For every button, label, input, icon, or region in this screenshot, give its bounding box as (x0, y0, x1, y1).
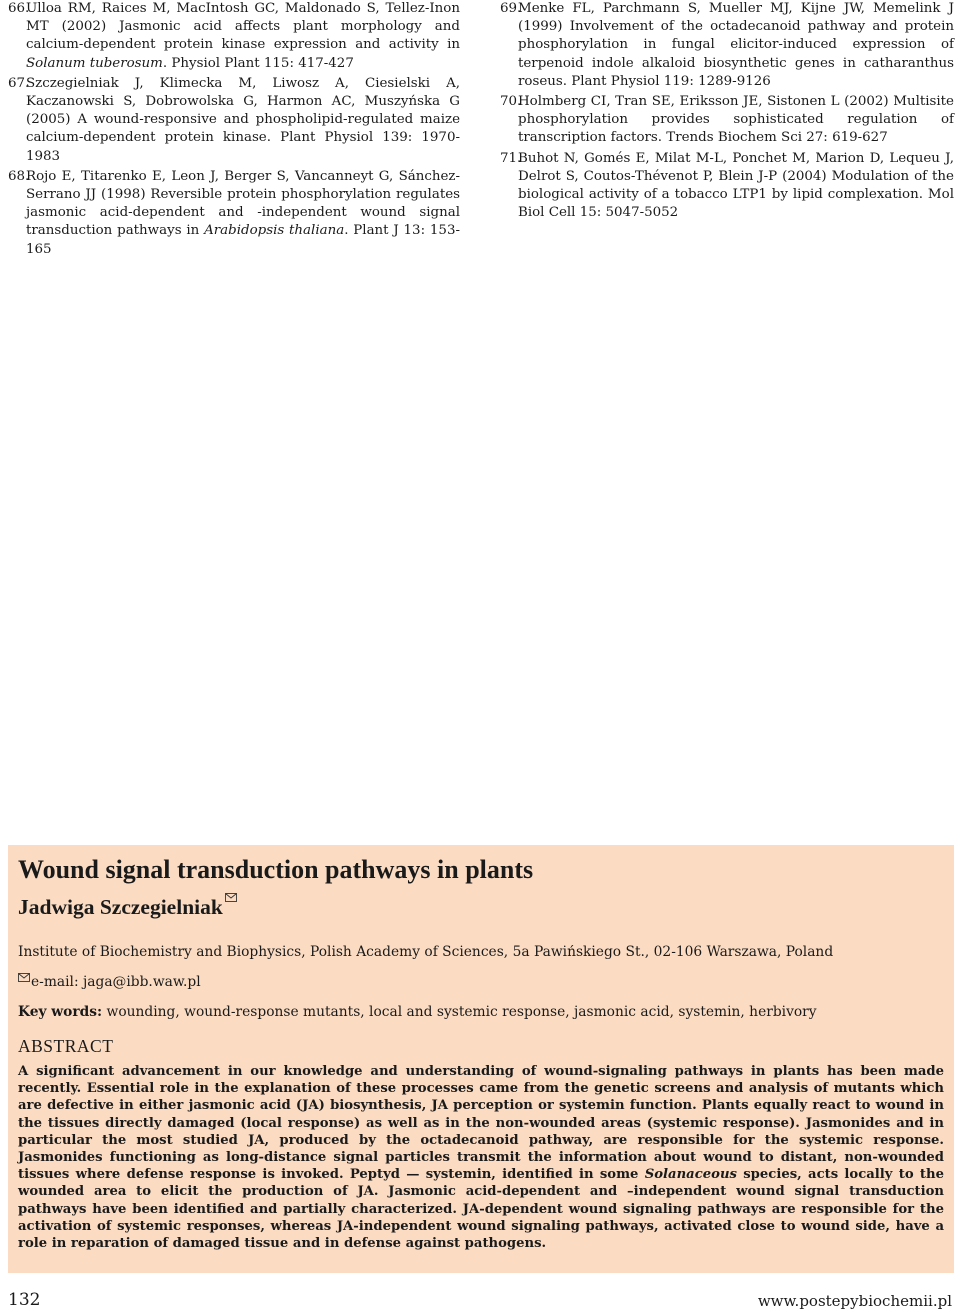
keywords-line (18, 1003, 944, 1021)
envelope-icon (18, 973, 30, 982)
email-line (18, 973, 944, 991)
reference-text: Menke FL, Parchmann S, Mueller MJ, Kijne JW, Memelink J (1999) Involvement of the octadecanoid pathway and protein phosphorylation in fungal elicitor-induced expression of terpenoid indole alkaloid biosynthetic genes in catharanthus roseus. Plant Physiol 119: 1289-9126 (518, 1, 954, 89)
reference-number: 69. (500, 1, 522, 16)
species-name: Arabidopsis thaliana (204, 223, 345, 239)
article-abstract-box (8, 845, 954, 1273)
abstract-heading: ABSTRACT (18, 1036, 114, 1056)
author-name: Jadwiga Szczegielniak (18, 895, 223, 919)
reference-entry (8, 75, 460, 166)
keywords-list: wounding, wound-response mutants, local and systemic response, jasmonic acid, systemin, herbivory (102, 1004, 817, 1020)
reference-entry (500, 0, 954, 91)
species-name: Solanum tuberosum (26, 55, 163, 71)
reference-entry (500, 93, 954, 148)
reference-text: Rojo E, Titarenko E, Leon J, Berger S, Vancanneyt G, Sánchez-Serrano JJ (1998) Reversible protein phosphorylation regulates jasmonic acid-dependent and -independent wound signal transduction pathways in (26, 168, 460, 239)
reference-number: 71. (500, 150, 522, 166)
reference-entry (8, 0, 460, 73)
reference-citation: . Plant J 13: 153-165 (26, 223, 460, 257)
keywords-label: Key words: (18, 1004, 103, 1020)
abstract-italic-term: Solanaceous (644, 1167, 737, 1183)
reference-number: 67. (8, 75, 30, 91)
journal-website[interactable]: www.postepybiochemii.pl (757, 1292, 952, 1310)
reference-text: Ulloa RM, Raices M, MacIntosh GC, Maldonado S, Tellez-Inon MT (2002) Jasmonic acid affects plant morphology and calcium-dependent protein kinase expression and activity in (26, 1, 460, 53)
abstract-part-2: species, acts locally to the wounded area to elicit the production of JA. Jasmonic acid-dependent and –independent wound signal transduction pathways have been identified and partially characterized. JA-dependent wound signaling pathways are responsible for the activation of systemic responses, whereas JA-independent wound signaling pathways, activated close to wound side, have a role in reparation of damaged tissue and in defense against pathogens. (18, 1167, 944, 1252)
references-left-column (8, 0, 460, 261)
reference-number: 68. (8, 168, 30, 184)
reference-number: 70. (500, 94, 522, 110)
author-line (18, 893, 944, 921)
reference-text: Holmberg CI, Tran SE, Eriksson JE, Sistonen L (2002) Multisite phosphorylation provides sophisticated regulation of transcription factors. Trends Biochem Sci 27: 619-627 (518, 94, 954, 146)
reference-entry (8, 168, 460, 259)
abstract-text (18, 1063, 944, 1252)
reference-text: Szczegielniak J, Klimecka M, Liwosz A, Ciesielski A, Kaczanowski S, Dobrowolska G, Harmon AC, Muszyńska G (2005) A wound-responsive and phospholipid-regulated maize calcium-dependent protein kinase. Plant Physiol 139: 1970-1983 (26, 75, 460, 164)
reference-entry (500, 150, 954, 223)
reference-citation: . Physiol Plant 115: 417-427 (162, 55, 354, 71)
email-address[interactable]: e-mail: jaga@ibb.waw.pl (31, 974, 201, 990)
reference-number: 66. (8, 1, 30, 16)
page-number: 132 (8, 1290, 41, 1310)
references-right-column (500, 0, 954, 224)
author-affiliation: Institute of Biochemistry and Biophysics, Polish Academy of Sciences, 5a Pawińskiego St., 02-106 Warszawa, Poland (18, 944, 834, 960)
reference-text: Buhot N, Gomés E, Milat M-L, Ponchet M, Marion D, Lequeu J, Delrot S, Coutos-Thévenot P, Blein J-P (2004) Modulation of the biological activity of a tobacco LTP1 by lipid complexation. Mol Biol Cell 15: 5047-5052 (518, 150, 954, 221)
abstract-part-1: A significant advancement in our knowledge and understanding of wound-signaling pathways in plants has been made recently. Essential role in the explanation of these processes came from the genetic screens and analysis of mutants which are defective in either jasmonic acid (JA) biosynthesis, JA perception or systemin function. Plants equally react to wound in the tissues directly damaged (local response) as well as in the non-wounded areas (systemic response). Jasmonides and in particular the most studied JA, produced by the octadecanoid pathway, are responsible for the systemic response. Jasmonides functioning as long-distance signal particles transmit the information about wound to distant, non-wounded tissues where defense response is invoked. Peptyd — systemin, identified in some (18, 1064, 944, 1183)
article-title: Wound signal transduction pathways in plants (18, 855, 534, 884)
envelope-icon (225, 893, 237, 902)
